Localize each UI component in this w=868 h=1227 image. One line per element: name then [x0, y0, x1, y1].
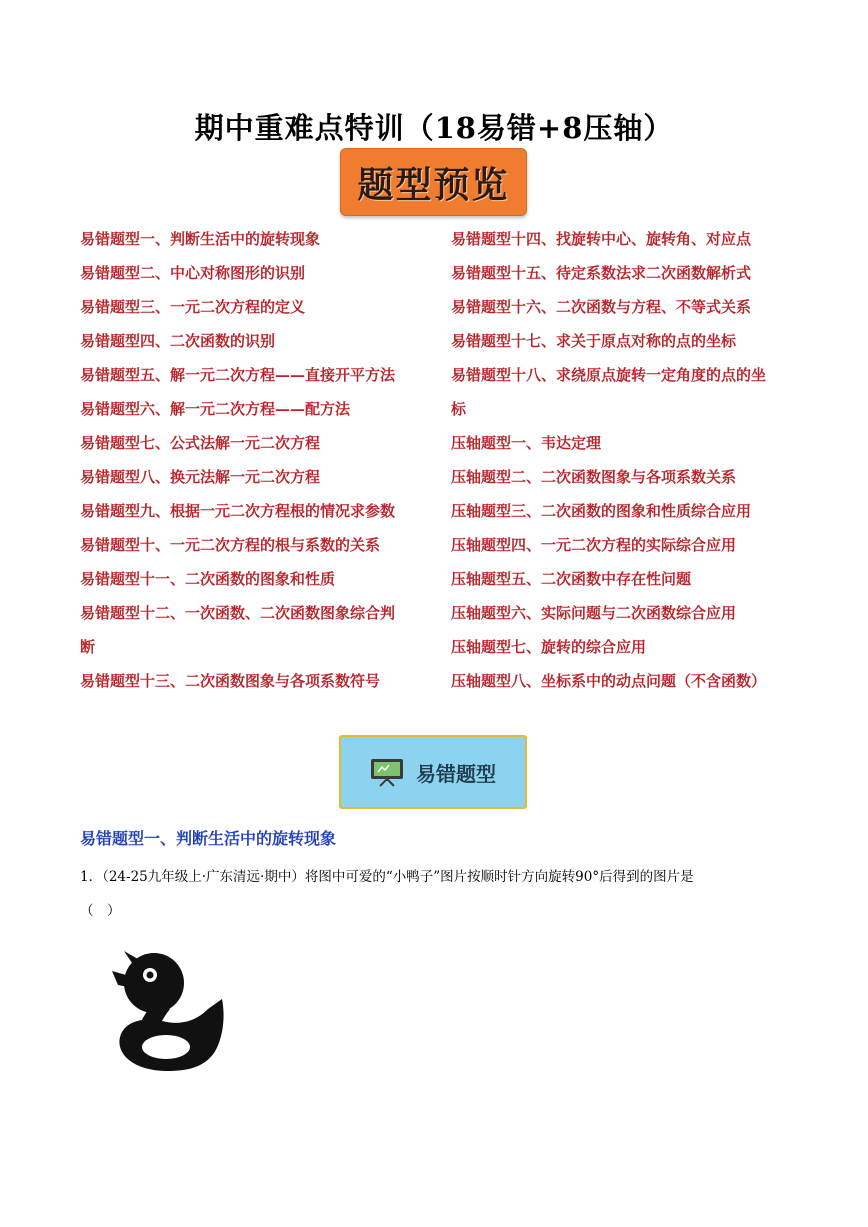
question-number: 1． — [80, 869, 103, 885]
toc-right-column — [451, 222, 796, 698]
toc-item: 压轴题型三、二次函数的图象和性质综合应用 — [451, 502, 752, 520]
toc-item: 易错题型二、中心对称图形的识别 — [80, 264, 306, 282]
toc-item: 易错题型十八、求绕原点旋转一定角度的点的坐 — [451, 366, 767, 384]
toc-item: 压轴题型五、二次函数中存在性问题 — [451, 570, 692, 588]
section-badge — [339, 735, 527, 809]
toc-item: 易错题型八、换元法解一元二次方程 — [80, 468, 321, 486]
toc-item: 压轴题型七、旋转的综合应用 — [451, 638, 647, 656]
toc-item: 易错题型四、二次函数的识别 — [80, 332, 276, 350]
presentation-board-icon — [370, 757, 404, 787]
toc-item: 易错题型十六、二次函数与方程、不等式关系 — [451, 298, 752, 316]
answer-blank: （ ） — [80, 903, 121, 919]
toc-item: 压轴题型四、一元二次方程的实际综合应用 — [451, 536, 737, 554]
toc-item: 易错题型十四、找旋转中心、旋转角、对应点 — [451, 230, 752, 248]
toc-item: 易错题型六、解一元二次方程——配方法 — [80, 400, 351, 418]
toc-item: 易错题型十三、二次函数图象与各项系数符号 — [80, 672, 381, 690]
toc-item: 断 — [80, 638, 96, 656]
toc-item: 压轴题型二、二次函数图象与各项系数关系 — [451, 468, 737, 486]
toc-item: 易错题型七、公式法解一元二次方程 — [80, 434, 321, 452]
toc-item: 压轴题型一、韦达定理 — [451, 434, 602, 452]
toc-item: 易错题型五、解一元二次方程——直接开平方法 — [80, 366, 396, 384]
section-heading: 易错题型一、判断生活中的旋转现象 — [80, 829, 337, 848]
toc-item: 压轴题型六、实际问题与二次函数综合应用 — [451, 604, 737, 622]
question-1 — [80, 860, 800, 928]
duck-icon — [110, 945, 228, 1075]
toc-item: 易错题型一、判断生活中的旋转现象 — [80, 230, 321, 248]
question-source: （24-25九年级上·广东清远·期中） — [102, 869, 305, 885]
toc-item: 易错题型十七、求关于原点对称的点的坐标 — [451, 332, 737, 350]
toc-item: 标 — [451, 400, 467, 418]
toc-item: 易错题型十五、待定系数法求二次函数解析式 — [451, 264, 752, 282]
preview-badge-label: 题型预览 — [357, 164, 510, 206]
toc-left-column — [80, 222, 430, 698]
section-badge-label: 易错题型 — [416, 761, 496, 786]
question-text: 将图中可爱的“小鸭子”图片按顺时针方向旋转90°后得到的图片是 — [304, 869, 694, 885]
preview-badge — [340, 148, 527, 216]
document-title: 期中重难点特训（18易错+8压轴） — [194, 111, 674, 145]
toc-item: 易错题型十、一元二次方程的根与系数的关系 — [80, 536, 381, 554]
toc-item: 压轴题型八、坐标系中的动点问题（不含函数） — [451, 672, 767, 690]
toc-item: 易错题型九、根据一元二次方程根的情况求参数 — [80, 502, 396, 520]
toc-item: 易错题型三、一元二次方程的定义 — [80, 298, 306, 316]
toc-item: 易错题型十二、一次函数、二次函数图象综合判 — [80, 604, 396, 622]
toc-item: 易错题型十一、二次函数的图象和性质 — [80, 570, 336, 588]
